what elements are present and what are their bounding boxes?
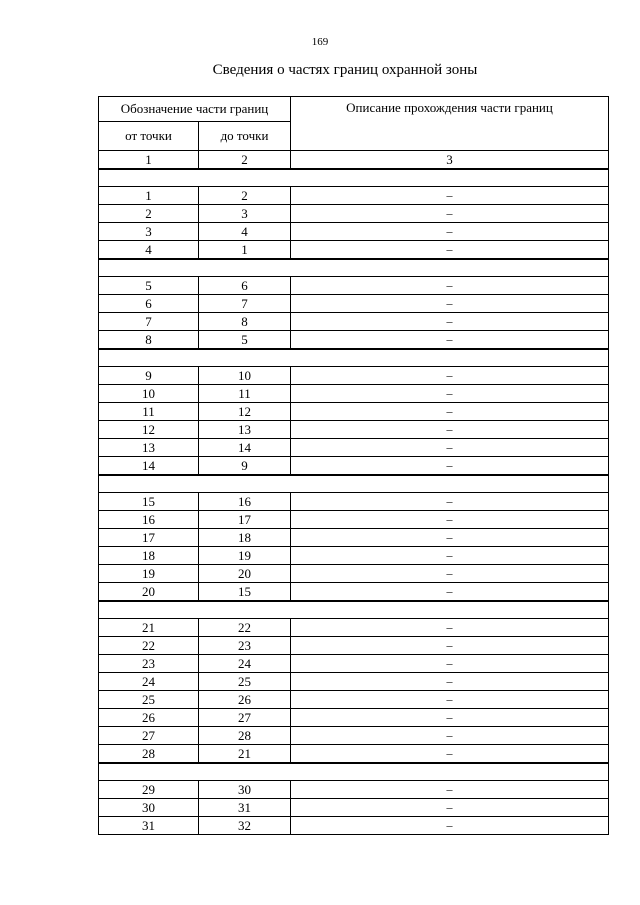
to-point-cell: 10 bbox=[199, 367, 291, 385]
description-cell: – bbox=[291, 205, 609, 223]
from-point-cell: 17 bbox=[99, 529, 199, 547]
table-row bbox=[99, 565, 609, 583]
description-cell: – bbox=[291, 313, 609, 331]
to-point-cell: 4 bbox=[199, 223, 291, 241]
from-point-cell: 18 bbox=[99, 547, 199, 565]
table-row bbox=[99, 511, 609, 529]
table-row bbox=[99, 385, 609, 403]
description-cell: – bbox=[291, 547, 609, 565]
description-cell: – bbox=[291, 619, 609, 637]
to-point-cell: 19 bbox=[199, 547, 291, 565]
from-point-cell: 24 bbox=[99, 673, 199, 691]
description-cell: – bbox=[291, 529, 609, 547]
to-point-cell: 30 bbox=[199, 781, 291, 799]
to-point-cell: 28 bbox=[199, 727, 291, 745]
to-point-cell: 3 bbox=[199, 205, 291, 223]
table-row bbox=[99, 709, 609, 727]
description-cell: – bbox=[291, 403, 609, 421]
description-cell: – bbox=[291, 799, 609, 817]
table-row bbox=[99, 367, 609, 385]
to-point-cell: 26 bbox=[199, 691, 291, 709]
to-point-cell: 32 bbox=[199, 817, 291, 835]
from-point-cell: 10 bbox=[99, 385, 199, 403]
table-row bbox=[99, 223, 609, 241]
boundary-parts-table bbox=[98, 96, 609, 835]
table-row bbox=[99, 727, 609, 745]
group-separator-row bbox=[99, 259, 609, 277]
to-point-cell: 5 bbox=[199, 331, 291, 350]
from-point-cell: 23 bbox=[99, 655, 199, 673]
group-separator-row bbox=[99, 349, 609, 367]
from-point-cell: 9 bbox=[99, 367, 199, 385]
from-point-cell: 13 bbox=[99, 439, 199, 457]
description-cell: – bbox=[291, 583, 609, 602]
from-point-cell: 21 bbox=[99, 619, 199, 637]
header-description: Описание прохождения части границ bbox=[291, 97, 609, 151]
to-point-cell: 21 bbox=[199, 745, 291, 764]
header-boundary-designation: Обозначение части границ bbox=[99, 97, 291, 122]
to-point-cell: 23 bbox=[199, 637, 291, 655]
description-cell: – bbox=[291, 511, 609, 529]
description-cell: – bbox=[291, 187, 609, 205]
from-point-cell: 8 bbox=[99, 331, 199, 350]
description-cell: – bbox=[291, 709, 609, 727]
table-row bbox=[99, 205, 609, 223]
table-row bbox=[99, 403, 609, 421]
table-row bbox=[99, 457, 609, 476]
to-point-cell: 25 bbox=[199, 673, 291, 691]
from-point-cell: 12 bbox=[99, 421, 199, 439]
from-point-cell: 30 bbox=[99, 799, 199, 817]
to-point-cell: 7 bbox=[199, 295, 291, 313]
table-row bbox=[99, 313, 609, 331]
description-cell: – bbox=[291, 241, 609, 260]
from-point-cell: 1 bbox=[99, 187, 199, 205]
table-row bbox=[99, 799, 609, 817]
description-cell: – bbox=[291, 295, 609, 313]
group-separator-cell bbox=[99, 349, 609, 367]
from-point-cell: 31 bbox=[99, 817, 199, 835]
from-point-cell: 29 bbox=[99, 781, 199, 799]
table-row bbox=[99, 493, 609, 511]
description-cell: – bbox=[291, 637, 609, 655]
table-row bbox=[99, 655, 609, 673]
from-point-cell: 28 bbox=[99, 745, 199, 764]
table-row bbox=[99, 331, 609, 350]
group-separator-row bbox=[99, 169, 609, 187]
description-cell: – bbox=[291, 385, 609, 403]
table-row bbox=[99, 277, 609, 295]
from-point-cell: 3 bbox=[99, 223, 199, 241]
to-point-cell: 22 bbox=[199, 619, 291, 637]
header-to-point: до точки bbox=[199, 122, 291, 151]
page-number: 169 bbox=[311, 36, 329, 48]
table-row bbox=[99, 241, 609, 260]
table-row bbox=[99, 691, 609, 709]
table-row bbox=[99, 547, 609, 565]
table-row bbox=[99, 529, 609, 547]
from-point-cell: 22 bbox=[99, 637, 199, 655]
to-point-cell: 17 bbox=[199, 511, 291, 529]
description-cell: – bbox=[291, 331, 609, 350]
description-cell: – bbox=[291, 367, 609, 385]
description-cell: – bbox=[291, 493, 609, 511]
from-point-cell: 2 bbox=[99, 205, 199, 223]
from-point-cell: 26 bbox=[99, 709, 199, 727]
to-point-cell: 13 bbox=[199, 421, 291, 439]
to-point-cell: 31 bbox=[199, 799, 291, 817]
table-row bbox=[99, 637, 609, 655]
to-point-cell: 14 bbox=[199, 439, 291, 457]
group-separator-cell bbox=[99, 475, 609, 493]
description-cell: – bbox=[291, 421, 609, 439]
table-row bbox=[99, 439, 609, 457]
to-point-cell: 9 bbox=[199, 457, 291, 476]
from-point-cell: 5 bbox=[99, 277, 199, 295]
from-point-cell: 20 bbox=[99, 583, 199, 602]
to-point-cell: 20 bbox=[199, 565, 291, 583]
group-separator-row bbox=[99, 475, 609, 493]
column-number-1: 1 bbox=[99, 151, 199, 170]
document-title: Сведения о частях границ охранной зоны bbox=[212, 62, 478, 78]
description-cell: – bbox=[291, 727, 609, 745]
description-cell: – bbox=[291, 439, 609, 457]
description-cell: – bbox=[291, 565, 609, 583]
table-row bbox=[99, 295, 609, 313]
description-cell: – bbox=[291, 673, 609, 691]
column-number-2: 2 bbox=[199, 151, 291, 170]
to-point-cell: 18 bbox=[199, 529, 291, 547]
table-row bbox=[99, 421, 609, 439]
group-separator-cell bbox=[99, 259, 609, 277]
table-body bbox=[99, 169, 609, 835]
group-separator-cell bbox=[99, 601, 609, 619]
group-separator-row bbox=[99, 763, 609, 781]
from-point-cell: 14 bbox=[99, 457, 199, 476]
from-point-cell: 6 bbox=[99, 295, 199, 313]
from-point-cell: 4 bbox=[99, 241, 199, 260]
to-point-cell: 8 bbox=[199, 313, 291, 331]
table-row bbox=[99, 817, 609, 835]
table-row bbox=[99, 745, 609, 764]
group-separator-cell bbox=[99, 169, 609, 187]
group-separator-cell bbox=[99, 763, 609, 781]
description-cell: – bbox=[291, 781, 609, 799]
column-number-3: 3 bbox=[291, 151, 609, 170]
description-cell: – bbox=[291, 655, 609, 673]
description-cell: – bbox=[291, 817, 609, 835]
group-separator-row bbox=[99, 601, 609, 619]
to-point-cell: 24 bbox=[199, 655, 291, 673]
description-cell: – bbox=[291, 223, 609, 241]
table-row bbox=[99, 673, 609, 691]
table-row bbox=[99, 187, 609, 205]
to-point-cell: 6 bbox=[199, 277, 291, 295]
from-point-cell: 25 bbox=[99, 691, 199, 709]
to-point-cell: 2 bbox=[199, 187, 291, 205]
description-cell: – bbox=[291, 277, 609, 295]
from-point-cell: 19 bbox=[99, 565, 199, 583]
to-point-cell: 11 bbox=[199, 385, 291, 403]
to-point-cell: 27 bbox=[199, 709, 291, 727]
to-point-cell: 12 bbox=[199, 403, 291, 421]
from-point-cell: 15 bbox=[99, 493, 199, 511]
to-point-cell: 16 bbox=[199, 493, 291, 511]
table-row bbox=[99, 583, 609, 602]
table-row bbox=[99, 781, 609, 799]
description-cell: – bbox=[291, 745, 609, 764]
to-point-cell: 15 bbox=[199, 583, 291, 602]
description-cell: – bbox=[291, 691, 609, 709]
from-point-cell: 16 bbox=[99, 511, 199, 529]
from-point-cell: 7 bbox=[99, 313, 199, 331]
to-point-cell: 1 bbox=[199, 241, 291, 260]
from-point-cell: 11 bbox=[99, 403, 199, 421]
description-cell: – bbox=[291, 457, 609, 476]
header-from-point: от точки bbox=[99, 122, 199, 151]
from-point-cell: 27 bbox=[99, 727, 199, 745]
table-row bbox=[99, 619, 609, 637]
